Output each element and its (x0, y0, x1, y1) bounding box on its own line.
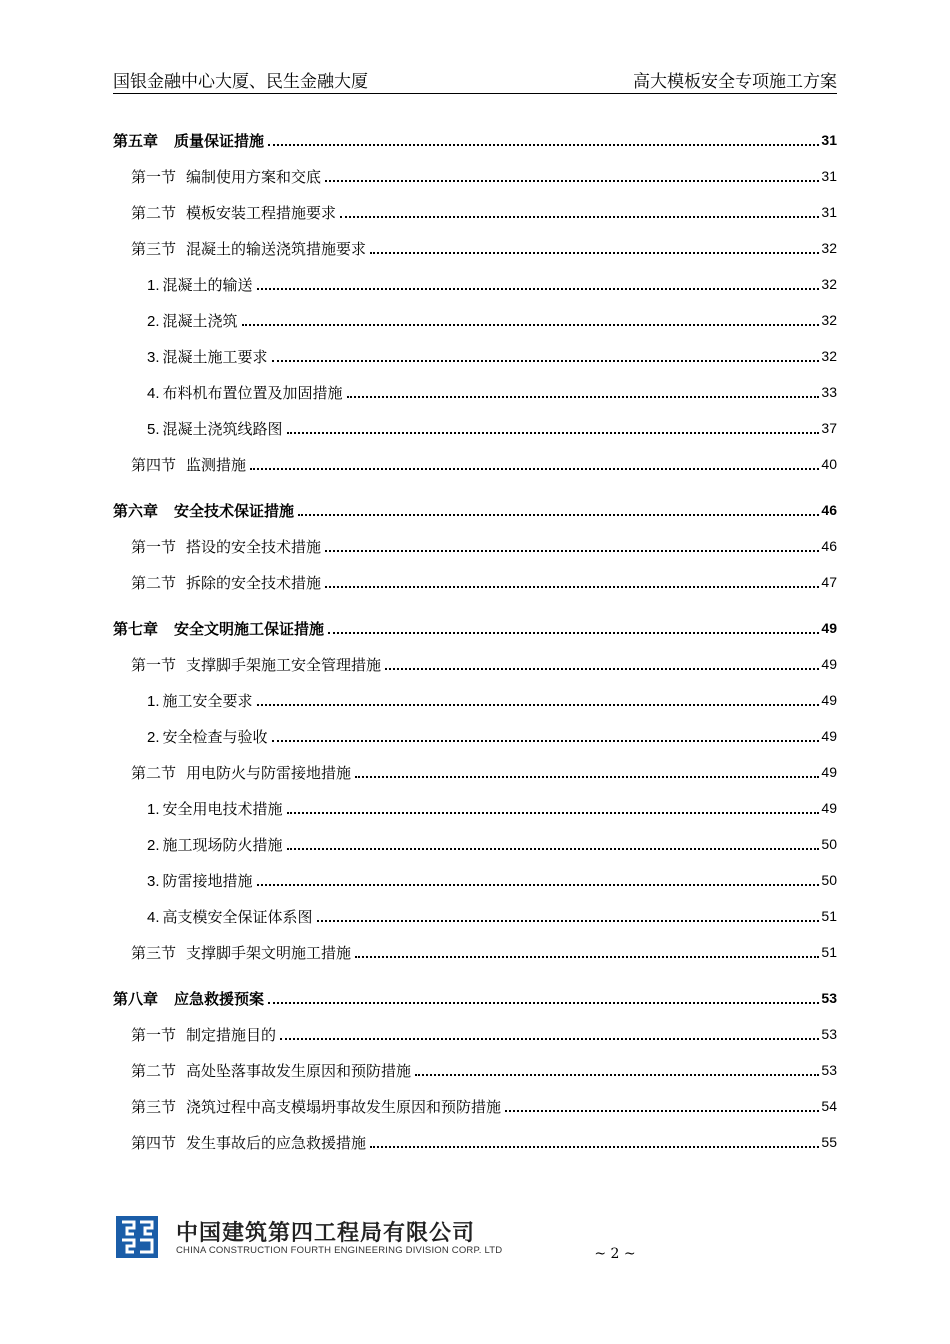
toc-dot-leader (385, 668, 819, 670)
header-document-title: 高大模板安全专项施工方案 (633, 72, 837, 92)
toc-section-entry[interactable] (113, 446, 837, 482)
toc-entry-label: 安全文明施工保证措施 (174, 619, 325, 638)
toc-entry-number: 第一节 (131, 167, 177, 186)
toc-entry-title (131, 202, 338, 223)
toc-entry-number: 第四节 (131, 1133, 177, 1152)
toc-page-number: 32 (821, 312, 837, 328)
toc-dot-leader (355, 776, 819, 778)
toc-entry-number: 第一节 (131, 1025, 177, 1044)
table-of-contents (113, 122, 837, 1160)
toc-entry-title (147, 382, 345, 403)
toc-entry-number: 第三节 (131, 239, 177, 258)
toc-dot-leader (370, 252, 819, 254)
toc-entry-number: 2. (147, 836, 160, 854)
toc-entry-label: 发生事故后的应急救援措施 (186, 1133, 367, 1152)
toc-entry-label: 安全检查与验收 (162, 727, 268, 746)
toc-page-number: 53 (821, 1026, 837, 1042)
toc-page-number: 49 (821, 620, 837, 636)
toc-section-entry[interactable] (113, 230, 837, 266)
toc-section-entry[interactable] (113, 158, 837, 194)
toc-entry-title (147, 870, 255, 891)
toc-entry-label: 安全用电技术措施 (162, 799, 283, 818)
toc-entry-title (147, 798, 285, 819)
toc-dot-leader (257, 884, 820, 886)
toc-entry-number: 2. (147, 312, 160, 330)
toc-dot-leader (355, 956, 819, 958)
toc-entry-title (131, 762, 353, 783)
toc-entry-title (147, 726, 270, 747)
toc-page-number: 49 (821, 692, 837, 708)
toc-page-number: 55 (821, 1134, 837, 1150)
toc-item-entry[interactable] (113, 682, 837, 718)
toc-item-entry[interactable] (113, 790, 837, 826)
toc-page-number: 37 (821, 420, 837, 436)
toc-entry-number: 第三节 (131, 943, 177, 962)
toc-entry-title (131, 1060, 413, 1081)
toc-entry-number: 1. (147, 800, 160, 818)
toc-entry-label: 施工现场防火措施 (162, 835, 283, 854)
toc-entry-title (131, 1132, 368, 1153)
toc-page-number: 31 (821, 132, 837, 148)
toc-dot-leader (272, 360, 820, 362)
toc-entry-label: 混凝土浇筑线路图 (162, 419, 283, 438)
toc-item-entry[interactable] (113, 302, 837, 338)
toc-page-number: 49 (821, 800, 837, 816)
toc-page-number: 33 (821, 384, 837, 400)
toc-entry-number: 3. (147, 872, 160, 890)
toc-entry-label: 安全技术保证措施 (174, 501, 295, 520)
toc-entry-title (131, 454, 248, 475)
toc-section-entry[interactable] (113, 646, 837, 682)
toc-entry-title (147, 346, 270, 367)
toc-entry-number: 第三节 (131, 1097, 177, 1116)
toc-dot-leader (287, 432, 820, 434)
toc-page-number: 49 (821, 728, 837, 744)
toc-page-number: 49 (821, 656, 837, 672)
toc-dot-leader (287, 812, 820, 814)
toc-page-number: 51 (821, 908, 837, 924)
toc-entry-number: 第六章 (113, 501, 159, 520)
toc-page-number: 53 (821, 1062, 837, 1078)
toc-chapter-entry[interactable] (113, 610, 837, 646)
toc-entry-number: 4. (147, 908, 160, 926)
toc-item-entry[interactable] (113, 338, 837, 374)
toc-dot-leader (325, 586, 819, 588)
toc-chapter-entry[interactable] (113, 980, 837, 1016)
toc-item-entry[interactable] (113, 374, 837, 410)
toc-section-entry[interactable] (113, 934, 837, 970)
toc-dot-leader (317, 920, 820, 922)
toc-dot-leader (325, 180, 819, 182)
toc-dot-leader (415, 1074, 819, 1076)
toc-entry-label: 布料机布置位置及加固措施 (162, 383, 343, 402)
toc-entry-title (147, 690, 255, 711)
toc-dot-leader (505, 1110, 819, 1112)
page-number: ~ 2 ~ (594, 1246, 636, 1262)
toc-entry-number: 1. (147, 692, 160, 710)
toc-page-number: 32 (821, 276, 837, 292)
toc-entry-number: 第七章 (113, 619, 159, 638)
toc-entry-title (113, 130, 266, 151)
toc-dot-leader (268, 1002, 819, 1004)
toc-item-entry[interactable] (113, 266, 837, 302)
toc-section-entry[interactable] (113, 564, 837, 600)
toc-dot-leader (340, 216, 819, 218)
toc-entry-title (147, 906, 315, 927)
toc-chapter-entry[interactable] (113, 492, 837, 528)
page-header (113, 68, 837, 92)
toc-entry-title (131, 238, 368, 259)
toc-entry-label: 浇筑过程中高支模塌坍事故发生原因和预防措施 (186, 1097, 502, 1116)
toc-entry-label: 模板安装工程措施要求 (186, 203, 337, 222)
toc-item-entry[interactable] (113, 410, 837, 446)
toc-entry-title (131, 1096, 503, 1117)
toc-dot-leader (328, 632, 819, 634)
toc-section-entry[interactable] (113, 1016, 837, 1052)
toc-dot-leader (268, 144, 819, 146)
toc-entry-label: 支撑脚手架施工安全管理措施 (186, 655, 382, 674)
toc-page-number: 53 (821, 990, 837, 1006)
toc-page-number: 50 (821, 836, 837, 852)
toc-page-number: 50 (821, 872, 837, 888)
toc-entry-label: 混凝土施工要求 (162, 347, 268, 366)
toc-entry-number: 1. (147, 276, 160, 294)
toc-dot-leader (287, 848, 820, 850)
toc-entry-number: 第八章 (113, 989, 159, 1008)
toc-entry-title (147, 310, 240, 331)
toc-entry-number: 第一节 (131, 655, 177, 674)
toc-dot-leader (242, 324, 820, 326)
toc-entry-number: 第五章 (113, 131, 159, 150)
toc-page-number: 54 (821, 1098, 837, 1114)
toc-entry-label: 混凝土的输送浇筑措施要求 (186, 239, 367, 258)
toc-section-entry[interactable] (113, 1124, 837, 1160)
toc-dot-leader (257, 288, 820, 290)
toc-entry-number: 第一节 (131, 537, 177, 556)
toc-page-number: 32 (821, 348, 837, 364)
toc-dot-leader (250, 468, 819, 470)
toc-entry-label: 高支模安全保证体系图 (162, 907, 313, 926)
toc-entry-number: 第二节 (131, 1061, 177, 1080)
toc-page-number: 31 (821, 168, 837, 184)
toc-item-entry[interactable] (113, 718, 837, 754)
toc-page-number: 46 (821, 538, 837, 554)
toc-page-number: 46 (821, 502, 837, 518)
toc-entry-title (131, 572, 323, 593)
toc-page-number: 40 (821, 456, 837, 472)
toc-entry-label: 质量保证措施 (174, 131, 265, 150)
toc-dot-leader (370, 1146, 819, 1148)
toc-dot-leader (298, 514, 819, 516)
toc-chapter-entry[interactable] (113, 122, 837, 158)
company-name-chinese: 中国建筑第四工程局有限公司 (176, 1221, 476, 1246)
toc-entry-number: 第二节 (131, 763, 177, 782)
header-divider (113, 93, 837, 94)
toc-entry-title (113, 500, 296, 521)
company-name-english: CHINA CONSTRUCTION FOURTH ENGINEERING DIVISION CORP. LTD (176, 1245, 503, 1256)
toc-entry-number: 2. (147, 728, 160, 746)
toc-dot-leader (272, 740, 820, 742)
toc-entry-title (147, 418, 285, 439)
toc-page-number: 49 (821, 764, 837, 780)
toc-dot-leader (347, 396, 820, 398)
toc-entry-label: 用电防火与防雷接地措施 (186, 763, 352, 782)
toc-entry-title (113, 618, 326, 639)
toc-section-entry[interactable] (113, 194, 837, 230)
toc-entry-number: 第四节 (131, 455, 177, 474)
toc-entry-label: 应急救援预案 (174, 989, 265, 1008)
toc-entry-label: 制定措施目的 (186, 1025, 277, 1044)
toc-entry-number: 4. (147, 384, 160, 402)
toc-section-entry[interactable] (113, 1088, 837, 1124)
toc-entry-number: 第二节 (131, 203, 177, 222)
toc-entry-title (131, 1024, 278, 1045)
toc-section-entry[interactable] (113, 1052, 837, 1088)
toc-entry-title (147, 834, 285, 855)
toc-entry-title (131, 166, 323, 187)
toc-entry-label: 拆除的安全技术措施 (186, 573, 322, 592)
toc-entry-title (113, 988, 266, 1009)
toc-page-number: 51 (821, 944, 837, 960)
toc-entry-title (147, 274, 255, 295)
toc-entry-title (131, 654, 383, 675)
toc-entry-label: 监测措施 (186, 455, 247, 474)
toc-item-entry[interactable] (113, 862, 837, 898)
toc-page-number: 31 (821, 204, 837, 220)
toc-page-number: 47 (821, 574, 837, 590)
toc-dot-leader (280, 1038, 819, 1040)
toc-entry-number: 第二节 (131, 573, 177, 592)
header-project-name: 国银金融中心大厦、民生金融大厦 (113, 72, 368, 92)
toc-entry-label: 高处坠落事故发生原因和预防措施 (186, 1061, 412, 1080)
toc-dot-leader (325, 550, 819, 552)
toc-entry-label: 混凝土的输送 (162, 275, 253, 294)
toc-page-number: 32 (821, 240, 837, 256)
toc-dot-leader (257, 704, 820, 706)
toc-entry-label: 防雷接地措施 (162, 871, 253, 890)
toc-item-entry[interactable] (113, 826, 837, 862)
toc-entry-label: 支撑脚手架文明施工措施 (186, 943, 352, 962)
toc-entry-label: 搭设的安全技术措施 (186, 537, 322, 556)
toc-entry-title (131, 536, 323, 557)
toc-entry-label: 混凝土浇筑 (162, 311, 238, 330)
toc-section-entry[interactable] (113, 754, 837, 790)
toc-entry-number: 3. (147, 348, 160, 366)
toc-section-entry[interactable] (113, 528, 837, 564)
toc-entry-label: 施工安全要求 (162, 691, 253, 710)
toc-entry-title (131, 942, 353, 963)
toc-entry-label: 编制使用方案和交底 (186, 167, 322, 186)
toc-entry-number: 5. (147, 420, 160, 438)
toc-item-entry[interactable] (113, 898, 837, 934)
